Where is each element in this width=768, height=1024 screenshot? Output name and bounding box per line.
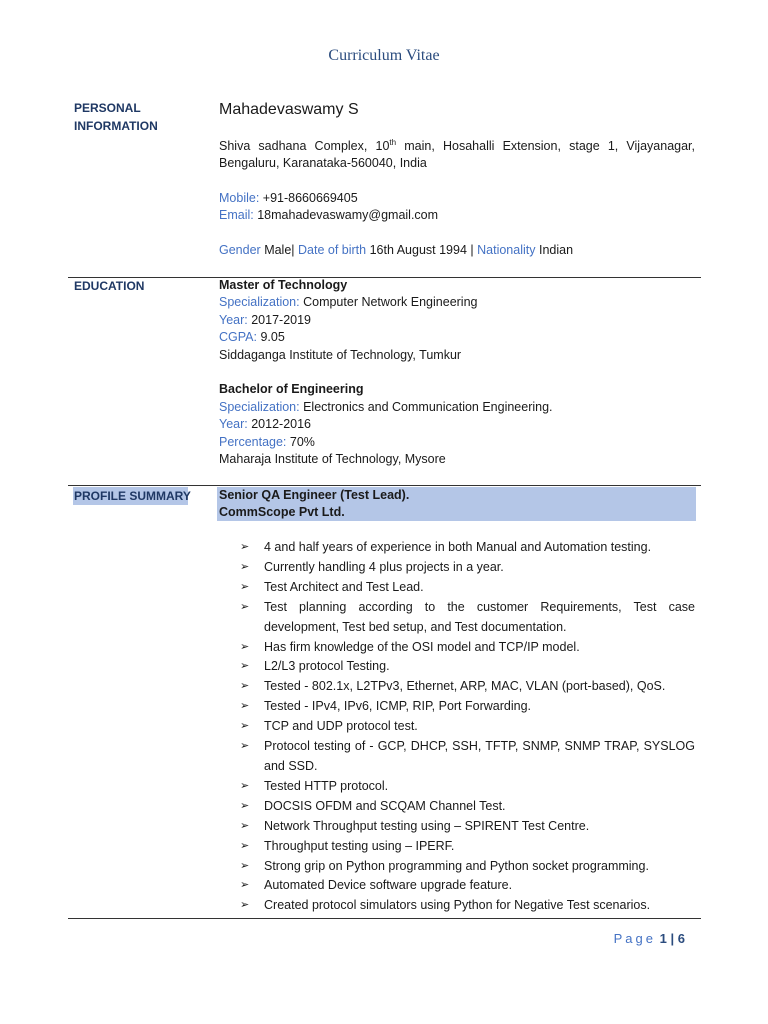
list-item xyxy=(240,677,695,697)
arrow-bullet-icon: ➢ xyxy=(240,660,250,673)
degree-title: Master of Technology xyxy=(219,278,348,292)
specialization-line xyxy=(219,294,695,311)
year-line xyxy=(219,416,695,433)
profile-bullet-list xyxy=(240,538,695,916)
degree-title: Bachelor of Engineering xyxy=(219,382,364,397)
mobile-number: +91-8660669405 xyxy=(262,191,358,205)
section-divider xyxy=(68,918,701,919)
email-line xyxy=(219,207,695,224)
list-item xyxy=(240,737,695,777)
page-word: Page xyxy=(613,931,657,946)
institute-name: Siddaganga Institute of Technology, Tumkur xyxy=(219,347,462,362)
bullet-text: 4 and half years of experience in both Manual and Automation testing. xyxy=(264,540,652,554)
email-label: Email: xyxy=(219,208,254,223)
year-value: 2012-2016 xyxy=(251,417,311,432)
current-role-block xyxy=(219,487,695,522)
page-divider: | xyxy=(670,931,675,946)
bullet-text: Created protocol simulators using Python for Negative Test scenarios. xyxy=(264,898,651,913)
gender-value: Male xyxy=(264,243,292,257)
profile-summary-label: PROFILE SUMMARY xyxy=(74,489,191,503)
document-title: Curriculum Vitae xyxy=(328,47,440,64)
score-label: CGPA: xyxy=(219,330,257,345)
list-item xyxy=(240,837,695,857)
arrow-bullet-icon: ➢ xyxy=(240,879,250,892)
arrow-bullet-icon: ➢ xyxy=(240,680,250,693)
year-line xyxy=(219,312,695,329)
list-item xyxy=(240,896,695,916)
bullet-text: DOCSIS OFDM and SCQAM Channel Test. xyxy=(264,798,506,813)
bullet-text: Tested - IPv4, IPv6, ICMP, RIP, Port Forwarding. xyxy=(264,699,532,714)
bullet-text: Network Throughput testing using – SPIRENT Test Centre. xyxy=(264,818,590,833)
bullet-text: Tested HTTP protocol. xyxy=(264,778,389,793)
score-line xyxy=(219,434,695,451)
arrow-bullet-icon: ➢ xyxy=(240,700,250,713)
candidate-name: Mahadevaswamy S xyxy=(219,101,359,118)
mobile-label: Mobile: xyxy=(219,191,260,205)
bullet-text: Test Architect and Test Lead. xyxy=(264,579,424,594)
arrow-bullet-icon: ➢ xyxy=(240,839,250,852)
arrow-bullet-icon: ➢ xyxy=(240,799,250,812)
bullet-text: Tested - 802.1x, L2TPv3, Ethernet, ARP, MAC, VLAN (port-based), QoS. xyxy=(264,679,666,694)
nationality-label: Nationality xyxy=(477,243,536,257)
institute-name: Maharaja Institute of Technology, Mysore xyxy=(219,452,446,467)
year-value: 2017-2019 xyxy=(251,312,311,327)
specialization-value: Electronics and Communication Engineering. xyxy=(303,399,553,414)
address-part: main, Hosahalli Extension, stage 1, Vijayanagar, Bengaluru, Karanataka-560040, India xyxy=(219,139,695,171)
education-label: EDUCATION xyxy=(74,279,145,293)
degree-entry xyxy=(219,277,695,364)
section-divider xyxy=(68,485,701,486)
bullet-text: Test planning according to the customer Requirements, Test case development, Test bed setup, and Test documentation. xyxy=(264,599,695,634)
list-item xyxy=(240,697,695,717)
company-name: CommScope Pvt Ltd. xyxy=(219,505,345,520)
personal-details-line xyxy=(219,242,695,259)
score-value: 9.05 xyxy=(260,330,285,345)
arrow-bullet-icon: ➢ xyxy=(240,899,250,912)
list-item xyxy=(240,777,695,797)
arrow-bullet-icon: ➢ xyxy=(240,560,250,573)
list-item xyxy=(240,797,695,817)
bullet-text: Automated Device software upgrade feature. xyxy=(264,878,513,893)
education-block xyxy=(219,277,695,468)
dob-value: 16th August 1994 xyxy=(369,243,467,257)
arrow-bullet-icon: ➢ xyxy=(240,541,250,553)
list-item xyxy=(240,857,695,877)
arrow-bullet-icon: ➢ xyxy=(240,779,250,792)
list-item xyxy=(240,876,695,896)
arrow-bullet-icon: ➢ xyxy=(240,640,250,653)
list-item xyxy=(240,578,695,598)
score-value: 70% xyxy=(289,434,315,449)
page-total: 6 xyxy=(677,931,685,946)
specialization-label: Specialization: xyxy=(219,295,300,310)
bullet-text: L2/L3 protocol Testing. xyxy=(264,659,390,674)
page-footer xyxy=(614,931,685,946)
arrow-bullet-icon: ➢ xyxy=(240,720,250,733)
nationality-value: Indian xyxy=(538,243,574,257)
address-superscript: th xyxy=(389,137,397,147)
mobile-line xyxy=(219,190,695,207)
address xyxy=(219,138,695,173)
score-line xyxy=(219,329,695,346)
separator: | xyxy=(291,243,295,257)
contact-block xyxy=(219,190,695,225)
gender-label: Gender xyxy=(219,243,261,257)
specialization-value: Computer Network Engineering xyxy=(303,295,478,310)
list-item xyxy=(240,817,695,837)
score-label: Percentage: xyxy=(219,434,287,449)
bullet-text: TCP and UDP protocol test. xyxy=(264,719,418,734)
address-part: Shiva sadhana Complex, 10 xyxy=(219,139,390,153)
dob-label: Date of birth xyxy=(298,243,367,257)
bullet-text: Strong grip on Python programming and Python socket programming. xyxy=(264,858,649,873)
bullet-text: Currently handling 4 plus projects in a year. xyxy=(264,559,504,574)
bullet-text: Throughput testing using – IPERF. xyxy=(264,838,455,853)
arrow-bullet-icon: ➢ xyxy=(240,819,250,832)
email-address: 18mahadevaswamy@gmail.com xyxy=(257,208,439,223)
list-item xyxy=(240,657,695,677)
arrow-bullet-icon: ➢ xyxy=(240,740,250,753)
list-item xyxy=(240,538,695,558)
bullet-text: Has firm knowledge of the OSI model and TCP/IP model. xyxy=(264,639,580,654)
page-current: 1 xyxy=(659,931,667,946)
specialization-label: Specialization: xyxy=(219,399,300,414)
list-item xyxy=(240,558,695,578)
arrow-bullet-icon: ➢ xyxy=(240,600,250,613)
role-title: Senior QA Engineer (Test Lead). xyxy=(219,488,410,502)
bullet-text: Protocol testing of - GCP, DHCP, SSH, TFTP, SNMP, SNMP TRAP, SYSLOG and SSD. xyxy=(264,739,695,773)
year-label: Year: xyxy=(219,312,248,327)
arrow-bullet-icon: ➢ xyxy=(240,580,250,593)
list-item xyxy=(240,638,695,658)
separator: | xyxy=(470,243,474,257)
year-label: Year: xyxy=(219,417,248,432)
degree-entry xyxy=(219,381,695,468)
personal-information-label: PERSONAL INFORMATION xyxy=(74,101,158,133)
specialization-line xyxy=(219,399,695,416)
list-item xyxy=(240,717,695,737)
list-item xyxy=(240,598,695,638)
arrow-bullet-icon: ➢ xyxy=(240,859,250,872)
